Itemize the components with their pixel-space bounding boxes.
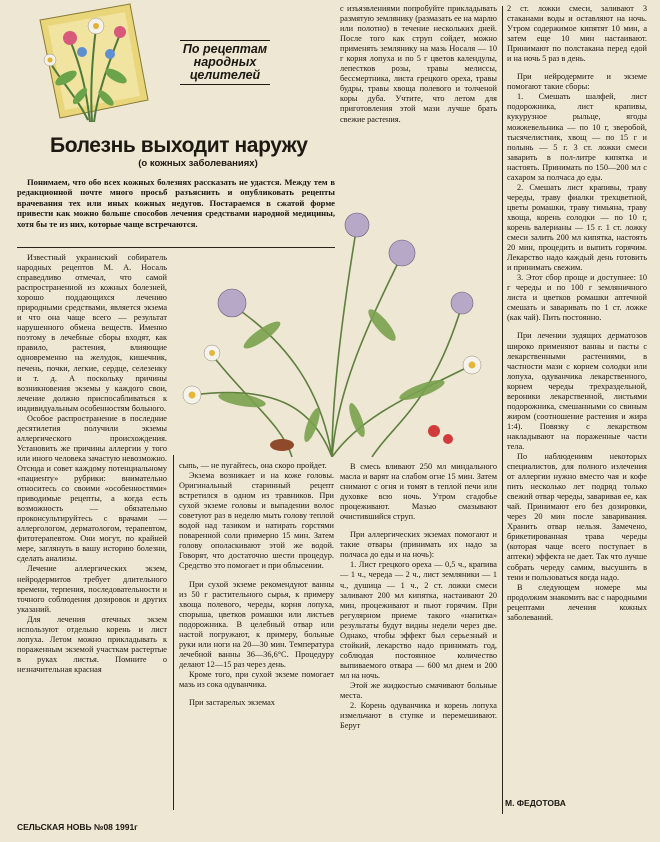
col3-paragraph-2: При аллергических экземах помогают и такие отвары (принимать их надо за полчаса до еды и на ночь): xyxy=(340,530,497,560)
col1-paragraph-2: Особое распространение в последние десятилетия получили экземы аллергического происхождения. Установить же причины аллергии у того или иного человека зачастую невозможно. Отсюда и совет каждому потенциальному «пациенту» рубрики: внимательно относитесь со своими «особенностями» приводимые рецепты, а когда есть возможность — обязательно проконсультируйтесь с врачами — аллергологом, дерматологом, терапевтом, фитотерапевтом. Они могут, по крайней мере, заглянуть в вашу историю болезни, сделать анализы. xyxy=(17,413,167,564)
bouquet-illustration xyxy=(20,0,170,128)
rubric-line-3: целителей xyxy=(189,68,261,82)
herbs-illustration xyxy=(172,195,502,457)
rubric-heading xyxy=(170,38,280,87)
col2-paragraph-1: сыпь, — не пугайтесь, она скоро пройдет. xyxy=(179,461,327,470)
col4-paragraph-7: По наблюдениям некоторых специалистов, для полного излечения от аллергии нужно вместо чая и кофе пить несколько лет подряд только свежий отвар череды, заваривая ее, как чай. Принимают его без дозировки, через 20 мин после заваривания. Хранить отвар нельзя. Замечено, брикетированная трава череды (которая чаще всего поступает в аптеки) эффекта не дает. Так что лучше собрать череду самим, высушить в тени и пользоваться когда надо. xyxy=(507,452,647,582)
col1-paragraph-3: Лечение аллергических экзем, нейродермитов требует длительного времени, терпения, последовательности и точного соблюдения дозировок и других указаний. xyxy=(17,564,167,614)
col2-paragraph-5: При застарелых экземах xyxy=(189,698,275,708)
article-title: Болезнь выходит наружу xyxy=(50,134,308,157)
rubric-line-2: народных xyxy=(193,55,257,69)
column-divider-3-4 xyxy=(502,6,503,814)
col1-paragraph-1: Известный украинский собиратель народных рецептов М. А. Носаль справедливо отмечал, что самой распространенной из кожных болезней, хорошо поддающихся лечению природными средствами, является экзема и что она чаще всего — результат нарушенного обмена веществ. Именно поэтому в лечебные сборы входят, как правило, растения, влияющие одновременно на желудок, кишечник, печень, почки, легкие, сердце, селезенку и т. д. А поскольку причины возникновения экземы у каждого свои, лечение должно приспосабливаться к индивидуальным особенностям больного. xyxy=(17,253,167,413)
col4-paragraph-3: 1. Смешать шалфей, лист подорожника, лист крапивы, кукурузное рыльце, ягоды можжевельника — по 10 г, зверобой, тысячелистник, хвощ — по 15 г и полынь — 5 г. 3 ст. ложки смеси заварить в пол-литре кипятка и настоять. Принимать по 150—200 мл с сахаром за полчаса до еды. xyxy=(507,92,647,182)
col4-paragraph-2: При нейродермите и экземе помогают такие сборы: xyxy=(507,72,647,92)
col2-paragraph-3: При сухой экземе рекомендуют ванны из 50 г растительного сырья, к примеру хвоща полевого, череды, корня лопуха, спорыша, цветков ромашки или листьев подорожника. В целебный отвар или настой погружают, к примеру, больные руки или ноги на 20—30 мин. Температура лечебной ванны 36—36,6°С. Процедуру делают 12—15 раз через день. xyxy=(179,579,334,669)
col3-paragraph-3: 1. Лист грецкого ореха — 0,5 ч., крапива — 1 ч., череда — 2 ч., лист земляники — 1 ч., душица — 1 ч., 2 ст. ложки смеси заливают 200 мл кипятка, настаивают 20 мин, процеживают и пьют горячим. При регулярном приеме такого «напитка» результаты будут видны недели через две. Однако, чтобы эффект был серьезный и стойкий, лекарство надо принимать год, соблюдая постоянное количество выпиваемого отвара — 600 мл днем и 200 мл на ночь. xyxy=(340,560,497,680)
author-signature: М. ФЕДОТОВА xyxy=(505,798,566,808)
footer-source: СЕЛЬСКАЯ НОВЬ №08 1991г xyxy=(17,822,138,832)
col2-paragraph-4: Кроме того, при сухой экземе помогает мазь из сока одуванчика. xyxy=(179,669,334,689)
column-1 xyxy=(17,253,167,675)
col2-paragraph-2: Экзема возникает и на коже головы. Оригинальный старинный рецепт встретился в одном из травников. При сухой экземе головы и выпадении волос советуют раз в неделю мыть голову теплой водой над тазиком и натирать горстями поваренной соли примерно 15 мин. Затем голову ополаскивают этой же водой. Говорят, что достаточно шести процедур. Средство это помогает и при облысении. xyxy=(179,471,334,571)
column-3-top xyxy=(340,4,497,125)
col1-paragraph-4: Для лечения отечных экзем используют отдельно корень и лист лопуха. Летом можно прикладывать к пораженным экземой участкам растертые в руках листья. Помните о незначительная красная xyxy=(17,614,167,674)
col3-paragraph-1: В смесь вливают 250 мл миндального масла и варят на слабом огне 15 мин. Затем снимают с огня и томят в теплой печи или духовке всю ночь. Утром сгадобье процеживают. Мазью смазывают очистившийся струп. xyxy=(340,462,497,522)
article-subtitle: (о кожных заболеваниях) xyxy=(138,158,258,169)
column-4 xyxy=(507,4,647,623)
col3-paragraph-4: Этой же жидкостью смачивают больные места. xyxy=(340,680,497,701)
col4-paragraph-1: 2 ст. ложки смеси, заливают 3 стаканами воды и оставляют на ночь. Утром содержимое кипятят 10 мин, а затем еще 10 мин настаивают. Принимают по полстакана перед едой и на ночь 5 раз в день. xyxy=(507,4,647,64)
column-2 xyxy=(179,461,334,708)
col3-top-paragraph-1: с изъязвлениями попробуйте прикладывать размятую землянику (размазать ее на марлю или полотно) в течение нескольких дней. После того как струп сойдет, можно применять землянику на мазь Носаля — 10 г корня лопуха и по 5 г цветов календулы, лепестков розы, травы мелиссы, бессмертника, листа грецкого ореха, травы будры, травы хвоща полевого и толченой коры дуба. Учтите, что летом для приготовления этой мази лучше брать свежие растения. xyxy=(340,4,497,124)
article-intro: Понимаем, что обо всех кожных болезнях рассказать не удастся. Между тем в редакционной почте много просьб разъяснить и опубликовать рецепты врачевания тех или иных кожных недугов. Постараемся в сжатой форме привести как можно больше способов лечения средствами народной медицины, хотя бы те из них, которые чаще встречаются. xyxy=(17,177,335,229)
col4-paragraph-8: В следующем номере мы продолжим знакомить вас с народными рецептами лечения кожных заболеваний. xyxy=(507,582,647,622)
col3-paragraph-5: 2. Корень одуванчика и корень лопуха измельчают в ступке и перемешивают. Берут xyxy=(340,701,497,731)
col4-paragraph-6: При лечении зудящих дерматозов широко применяют ванны и пасты с лекарственными растениями, в частности мази с корнем солодки или лопуха, одуванчика лекарственного, корнем череды трехраздельной, вероники лекарственной, листьями подорожника, смешанными со свиным жиром (соотношение растения и жира 1:4). Повязку с лекарством накладывают на пораженные части тела. xyxy=(507,331,647,451)
col4-paragraph-4: 2. Смешать лист крапивы, траву череды, траву фиалки трехцветной, цветы ромашки, траву тимьяна, траву хвоща, корень солодки — по 10 г, корень валерианы — 15 г. 1 ст. ложку смеси залить 200 мл кипятка, настоять 20 мин, процедить и выпить горячим. Лекарство надо каждый день готовить и принимать свежим. xyxy=(507,182,647,273)
col4-paragraph-5: 3. Этот сбор проще и доступнее: 10 г череды и по 100 г земляничного листа и цветков ромашки аптечной смешать и заваривать по 1 ст. ложке (как чай). Пить постоянно. xyxy=(507,273,647,323)
column-divider-1-2 xyxy=(173,455,174,810)
column-3-bottom xyxy=(340,462,497,731)
rubric-line-1: По рецептам xyxy=(182,42,268,56)
